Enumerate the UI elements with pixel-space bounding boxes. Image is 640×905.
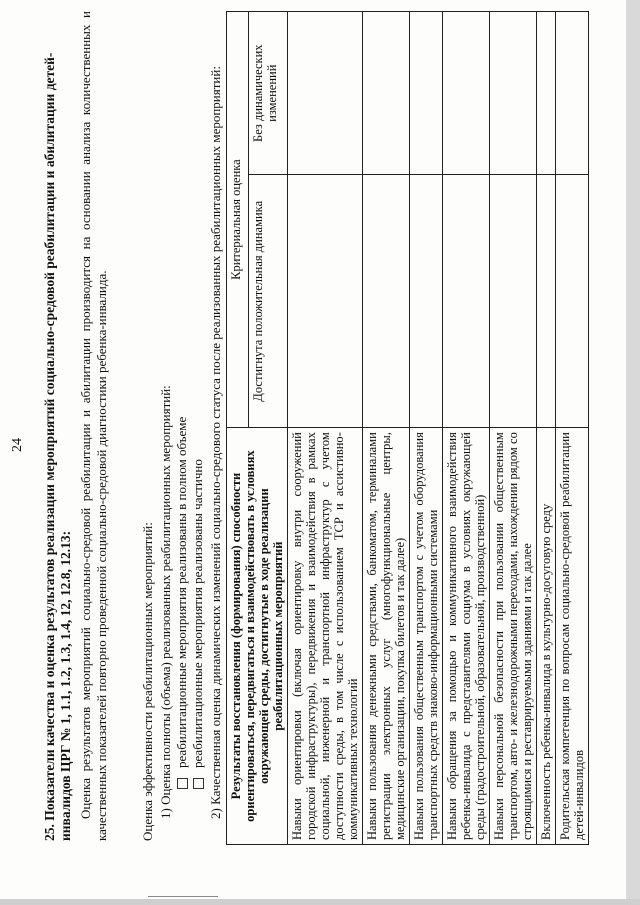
cell-no-change[interactable] [443, 12, 490, 175]
cell-positive[interactable] [363, 175, 410, 428]
row-label: Навыки пользования общественным транспортом с учетом оборудования транспортных средств знаково-информационными системами [410, 428, 443, 845]
checkbox-icon [177, 778, 188, 789]
table-row [556, 12, 589, 845]
cell-positive[interactable] [490, 175, 537, 428]
results-table [226, 11, 589, 845]
intro-paragraph: Оценка результатов мероприятий социально-средовой реабилитации и абилитации производится на основании анализа количественных и качественных показателей повторно проведенной социально-средовой диагностики ребенка-инвалида. [78, 11, 109, 841]
row-label: Родительская компетенция по вопросам социально-средовой реабилитации детей-инвалидов [556, 428, 589, 845]
table-row [490, 12, 537, 845]
table-header-row [227, 12, 249, 845]
completeness-label: 1) Оценка полноты (объема) реализованных реабилитационных мероприятий: [158, 385, 173, 819]
cell-positive[interactable] [556, 175, 589, 428]
header-no-change: Без динамических изменений [249, 12, 288, 175]
checkbox-icon [193, 778, 204, 789]
table-row [537, 12, 556, 845]
quality-label: 2) Качественная оценка динамических изменений социально-средового статуса после реализованных реабилитационных мероприятий: [208, 66, 223, 819]
option-label: реабилитационные мероприятия реализованы частично [190, 459, 205, 768]
cell-no-change[interactable] [288, 12, 363, 175]
table-row [288, 12, 363, 845]
table-row [443, 12, 490, 845]
page-number: 24 [10, 438, 25, 452]
table-row [363, 12, 410, 845]
scan-edge-right [626, 0, 640, 905]
option-full [174, 417, 190, 789]
header-results: Результаты восстановления (формирования) способности ориентироваться, передвигаться и взаимодействовать в условиях окружающей среды, достигнутые в ходе реализации реабилитационных мероприятий [227, 428, 288, 845]
section-title: 25. Показатели качества и оценка результатов реализации мероприятий социально-средовой реабилитации и абилитации детей-инвалидов ЦРГ № 1, 1.1, 1.2, 1.3, 1.4, 12, 12.8, 12.13: [42, 52, 73, 841]
row-label: Включенность ребенка-инвалида в культурно-досуговую среду [537, 428, 556, 845]
cell-no-change[interactable] [490, 12, 537, 175]
cell-positive[interactable] [410, 175, 443, 428]
row-label: Навыки обращения за помощью и коммуникативного взаимодействия ребенка-инвалида с представителями социума в условиях окружающей среды (градостроительной, образовательной, производственной) [443, 428, 490, 845]
footnote-rule [148, 896, 218, 897]
option-partial [190, 459, 206, 789]
header-criterion: Критериальная оценка [227, 12, 249, 428]
cell-positive[interactable] [443, 175, 490, 428]
header-positive: Достигнута положительная динамика [249, 175, 288, 428]
cell-positive[interactable] [537, 175, 556, 428]
cell-no-change[interactable] [363, 12, 410, 175]
row-label: Навыки пользования денежными средствами, банкоматом, терминалами регистрации электронных услуг (многофункциональные центры, медицинские организации, покупка билетов и так далее) [363, 428, 410, 845]
row-label: Навыки персональной безопасности при пользовании общественным транспортом, авто- и железнодорожными переходами, нахождении рядом со строящимися и реставрируемыми зданиями и так далее [490, 428, 537, 845]
row-label: Навыки ориентировки (включая ориентировку внутри сооружений городской инфраструктуры), передвижения и взаимодействия в рамках социальной, инженерной и транспортной инфраструктур с учетом доступности среды, в том числе с использованием ТСР и ассистивно-коммуникативных технологий [288, 428, 363, 845]
scan-edge-bottom [0, 899, 640, 905]
efficiency-label: Оценка эффективности реабилитационных мероприятий: [140, 522, 155, 841]
table-row [410, 12, 443, 845]
cell-no-change[interactable] [410, 12, 443, 175]
option-label: реабилитационные мероприятия реализованы в полном объеме [174, 416, 189, 768]
cell-positive[interactable] [288, 175, 363, 428]
cell-no-change[interactable] [556, 12, 589, 175]
cell-no-change[interactable] [537, 12, 556, 175]
